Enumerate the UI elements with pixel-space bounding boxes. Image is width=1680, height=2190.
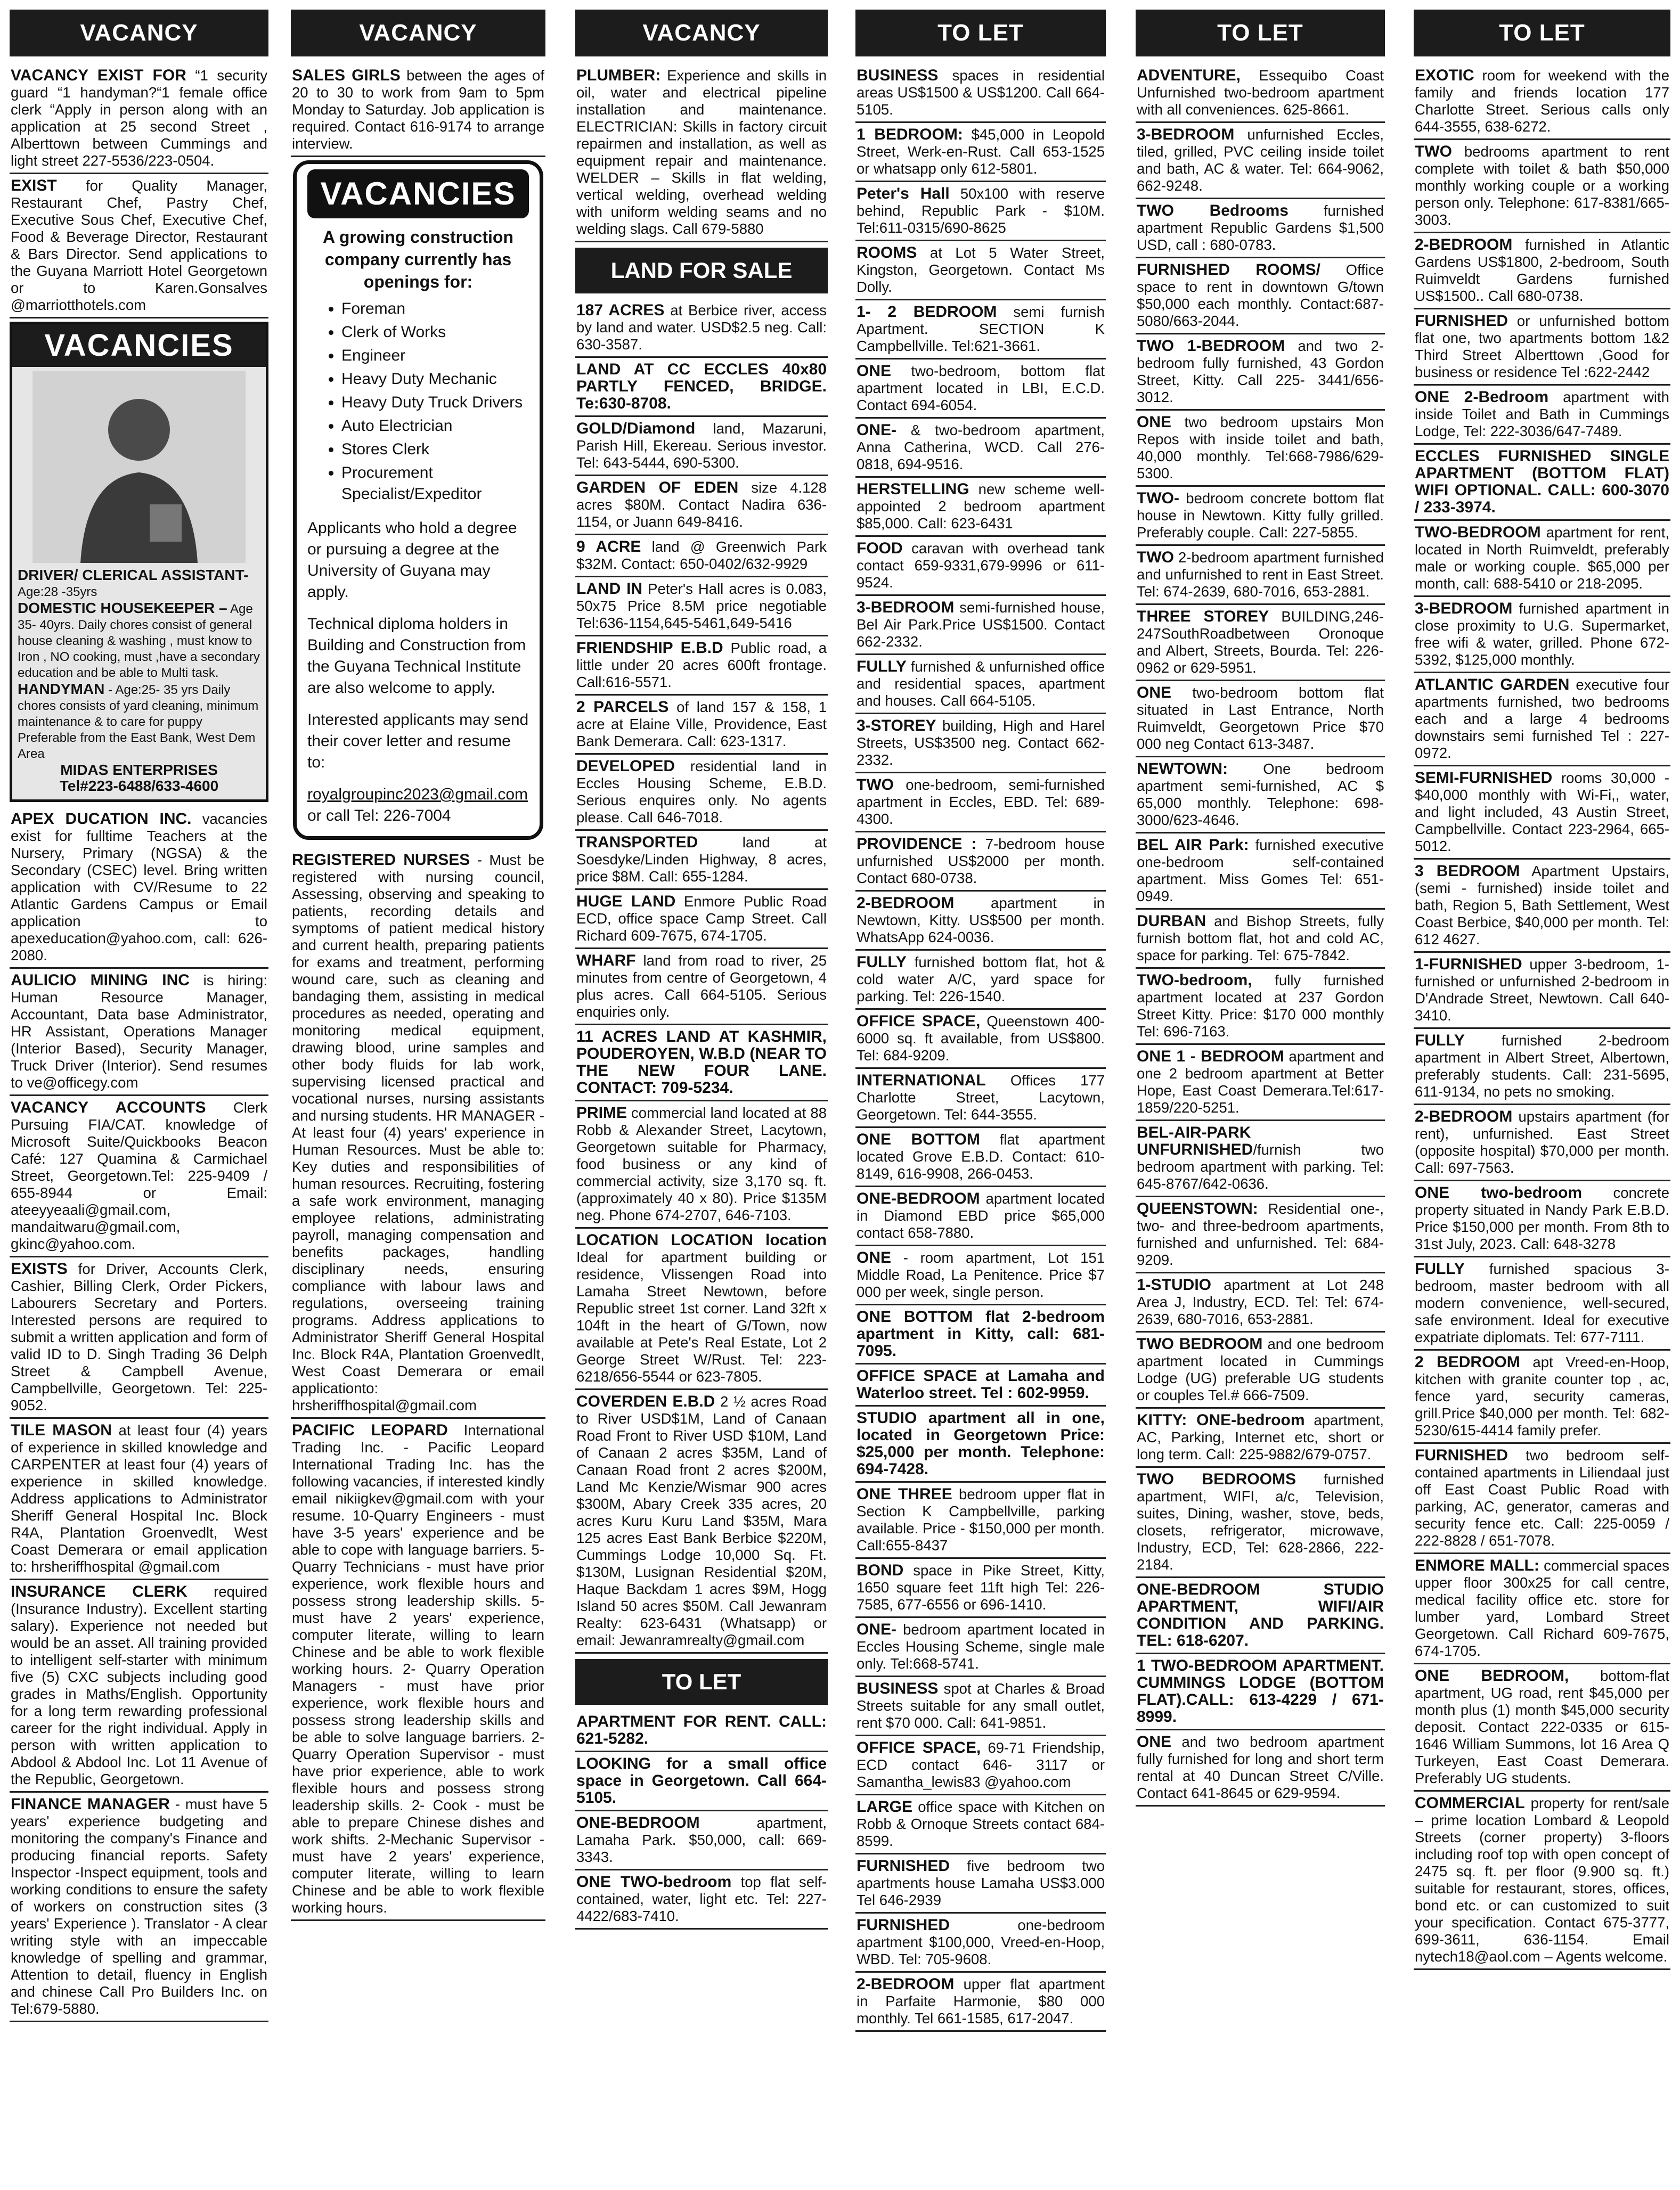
classified-ad: REGISTERED NURSES - Must be registered with nursing council, Assessing, observing and speaking to patients, recording details and symptoms of patient medical history and current health, preparing patients for exams and treatment, performing wound care, such as cleaning and bandaging them, assisting in medical procedures as needed, operating and monitoring medical equipment, drawing blood, urine samples and other body fluids for lab work, supervising licensed practical and vocational nurses, nursing assistants and nursing students. HR MANAGER - At least four (4) years' experience in Human Resources. Must be able to: Key duties and responsibilities of human resources. Recruiting, fostering a safe work environment, managing employee relations, administrating payroll, managing compensation and benefits packages, handling disciplinary needs, ensuring compliance with labour laws and regulations, overseeing training programs. Address applications to Administrator Sheriff General Hospital Inc. Block R4A, Plantation Groenvedlt, West Coast Demerara or email applicationto: hrsheriffhospital@gmail.com — [291, 848, 545, 1419]
classified-ad: ONE TWO-bedroom top flat self-contained, water, light etc. Tel: 227-4422/683-7410. — [575, 1870, 828, 1930]
classified-ad: ONE two bedroom upstairs Mon Repos with inside toilet and bath, 40,000 monthly. Tel:668-7986/629-5300. — [1136, 411, 1385, 487]
classified-ad: FINANCE MANAGER - must have 5 years' experience budgeting and monitoring the company's Finance and producing financial reports. Safety Inspector -Inspect equipment, tools and working conditions to ensure the safety of workers on construction sites (3 years' Experience ). Translator - A clear writing style with an impeccable knowledge of spelling and grammar, Attention to detail, fluency in English and chinese Call Pro Builders Inc. on Tel:679-5880. — [10, 1793, 268, 2022]
classified-ad: VACANCY ACCOUNTS Clerk Pursuing FIA/CAT. knowledge of Microsoft Suite/Quickbooks Beacon Café: 127 Quamina & Carmichael Street, Georgetown.Tel: 225-9409 / 655-8944 or Email: ateeyyeaali@gmail.com, mandaitwaru@gmail.com, gkinc@yahoo.com. — [10, 1096, 268, 1257]
classified-ad: 2-BEDROOM apartment in Newtown, Kitty. US$500 per month. WhatsApp 624-0036. — [855, 892, 1106, 951]
classified-ad: ONE-BEDROOM apartment located in Diamond EBD price $65,000 contact 658-7880. — [855, 1187, 1106, 1246]
classified-ad: 2-BEDROOM furnished in Atlantic Gardens US$1800, 2-bedroom, South Ruimveldt Gardens furnished US$1500.. Call 680-0738. — [1414, 233, 1670, 309]
classified-ad: 1- 2 BEDROOM semi furnish Apartment. SECTION K Campbellville. Tel:621-3661. — [855, 300, 1106, 359]
classified-ad: BEL AIR Park: furnished executive one-bedroom self-contained apartment. Miss Gomes Tel: 651-0949. — [1136, 833, 1385, 910]
classified-ad: LAND AT CC ECCLES 40x80 PARTLY FENCED, BRIDGE. Te:630-8708. — [575, 358, 828, 417]
classified-ad: FURNISHED ROOMS/ Office space to rent in downtown G/town $50,000 each monthly. Contact:687-5080/663-2044. — [1136, 258, 1385, 334]
classified-ad: EXISTS for Driver, Accounts Clerk, Cashier, Billing Clerk, Order Pickers, Labourers Secretary and Porters. Interested persons are required to submit a written application and form of valid ID to D. Singh Trading 36 Delph Street & Campbell Avenue, Campbellville, Georgetown. Tel: 225-9052. — [10, 1257, 268, 1419]
section-subheader: TO LET — [575, 1659, 828, 1705]
classified-ad: GOLD/Diamond land, Mazaruni, Parish Hill, Ekereau. Serious investor. Tel: 643-5444, 690-5300. — [575, 417, 828, 476]
classified-ad: ONE-BEDROOM STUDIO APARTMENT, WIFI/AIR CONDITION AND PARKING. TEL: 618-6207. — [1136, 1578, 1385, 1654]
section-header: TO LET — [1414, 10, 1670, 56]
classified-ad: 3 BEDROOM Apartment Upstairs, (semi - furnished) inside toilet and bath, Region 5, Bath Settlement, West Coast Berbice, $40,000 per month. Tel: 612 4627. — [1414, 860, 1670, 953]
classified-ad: PLUMBER: Experience and skills in oil, water and electrical pipeline installation and maintenance. ELECTRICIAN: Skills in factory circuit repairmen and installation, as well as equipment repair and maintenance. WELDER – Skills in flat welding, vertical welding, overhead welding with uniform welding seams and no welding slags. Call 679-5880 — [575, 64, 828, 242]
section-header: TO LET — [855, 10, 1106, 56]
person-photo-icon — [32, 371, 246, 563]
classified-ad: DEVELOPED residential land in Eccles Housing Scheme, E.B.D. Serious enquires only. No agents please. Call 646-7018. — [575, 755, 828, 831]
classified-ad: 2-BEDROOM upper flat apartment in Parfaite Harmonie, $80 000 monthly. Tel 661-1585, 617-2047. — [855, 1973, 1106, 2032]
classified-ad: HERSTELLING new scheme well-appointed 2 bedroom apartment $85,000. Call: 623-6431 — [855, 478, 1106, 537]
classified-ad: 3-STOREY building, High and Harel Streets, US$3500 neg. Contact 662-2332. — [855, 714, 1106, 773]
classified-ad: ENMORE MALL: commercial spaces upper floor 300x25 for call centre, medical facility office etc. store for lumber yard, Lombard Street Georgetown. Call Richard 609-7675, 674-1705. — [1414, 1554, 1670, 1664]
list-item: • Heavy Duty Mechanic — [341, 369, 529, 390]
list-item: • Stores Clerk — [341, 439, 529, 460]
classified-ad: ONE 2-Bedroom apartment with inside Toilet and Bath in Cummings Lodge, Tel: 222-3036/647-7489. — [1414, 386, 1670, 445]
classified-ad: ONE- bedroom apartment located in Eccles Housing Scheme, single male only. Tel:668-5741. — [855, 1618, 1106, 1677]
classified-ad: ROOMS at Lot 5 Water Street, Kingston, Georgetown. Contact Ms Dolly. — [855, 241, 1106, 300]
classified-ad: INTERNATIONAL Offices 177 Charlotte Street, Lacytown, Georgetown. Tel: 644-3555. — [855, 1069, 1106, 1128]
vacancies-box-ad: VACANCIES A growing construction company currently has openings for: • Foreman • Clerk of Works • Engineer • Heavy Duty Mechanic • Heavy Duty Truck Drivers • Auto Electrician • Stores Clerk • Procurement Specialist/Expeditor Applicants who hold a degree or pursuing a degree at the University of Guyana may apply. Technical diploma holders in Building and Construction from the Guyana Technical Institute are also welcome to apply. Interested applicants may send their cover letter and resume to: royalgroupinc2023@gmail.com or call Tel: 226-7004 — [293, 160, 543, 840]
classified-ad: 3-BEDROOM semi-furnished house, Bel Air Park.Price US$1500. Contact 662-2332. — [855, 596, 1106, 655]
classified-ad: ONE-BEDROOM apartment, Lamaha Park. $50,000, call: 669-3343. — [575, 1811, 828, 1870]
classified-ad: KITTY: ONE-bedroom apartment, AC, Parking, Internet etc, short or long term. Call: 225-9882/679-0757. — [1136, 1409, 1385, 1468]
classified-ad: FURNISHED two bedroom self-contained apartments in Liliendaal just off East Coast Public Road with parking, AC, generator, cameras and security fence etc. Call: 225-0059 / 222-8828 / 651-7078. — [1414, 1444, 1670, 1554]
classified-ad: DURBAN and Bishop Streets, fully furnish bottom flat, hot and cold AC, space for parking. Tel: 675-7842. — [1136, 910, 1385, 969]
classified-ad: FULLY furnished spacious 3-bedroom, master bedroom with all modern convenience, well-secured, safe environment. Ideal for executive expatriate diplomats. Tel: 677-7111. — [1414, 1257, 1670, 1351]
classified-ad: BUSINESS spot at Charles & Broad Streets suitable for any small outlet, rent $70 000. Call: 641-9851. — [855, 1677, 1106, 1736]
classified-ad: FOOD caravan with overhead tank contact 659-9331,679-9996 or 611-9524. — [855, 537, 1106, 596]
classified-ad: 187 ACRES at Berbice river, access by land and water. USD$2.5 neg. Call: 630-3587. — [575, 299, 828, 358]
classified-ad: 1-FURNISHED upper 3-bedroom, 1-furnished or unfurnished 2-bedroom in D'Andrade Street, Newtown. Call 640-3410. — [1414, 953, 1670, 1029]
classified-ad: GARDEN OF EDEN size 4.128 acres $80M. Contact Nadira 636-1154, or Juann 649-8416. — [575, 476, 828, 535]
classified-ad: AULICIO MINING INC is hiring: Human Resource Manager, Accountant, Data base Administrator, HR Assistant, Operations Manager (Interior Based), Security Manager, Truck Driver (Interior). Send resumes to ve@officegy.com — [10, 969, 268, 1096]
classified-ad: ONE BOTTOM flat 2-bedroom apartment in Kitty, call: 681-7095. — [855, 1305, 1106, 1364]
classified-ad: 1 TWO-BEDROOM APARTMENT. CUMMINGS LODGE (BOTTOM FLAT).CALL: 613-4229 / 671-8999. — [1136, 1654, 1385, 1730]
section-header: VACANCY — [10, 10, 268, 56]
column-vacancy-2 — [291, 10, 545, 2183]
classified-ad: SALES GIRLS between the ages of 20 to 30 to work from 9am to 5pm Monday to Saturday. Job application is required. Contact 616-9174 to arrange interview. — [291, 64, 545, 157]
classified-ad: EXIST for Quality Manager, Restaurant Chef, Pastry Chef, Executive Sous Chef, Executive Chef, Food & Beverage Director, Restaurant & Bars Director. Send applications to the Guyana Marriott Hotel Georgetown or to Karen.Gonsalves @marriotthotels.com — [10, 174, 268, 318]
classified-ad: 11 ACRES LAND AT KASHMIR, POUDEROYEN, W.B.D (NEAR TO THE NEW FOUR LANE. CONTACT: 709-5234. — [575, 1025, 828, 1101]
classified-ad: FRIENDSHIP E.B.D Public road, a little under 20 acres 600ft frontage. Call:616-5571. — [575, 636, 828, 696]
classified-ad: 3-BEDROOM unfurnished Eccles, tiled, grilled, PVC ceiling inside toilet and bath, AC & water. Tel: 664-9062, 662-9248. — [1136, 123, 1385, 199]
classified-ad: TWO BEDROOMS furnished apartment, WIFI, a/c, Television, suites, Dining, washer, stove, beds, closets, refrigerator, microwave, Industry, ECD, Tel: 628-2866, 222-2184. — [1136, 1468, 1385, 1578]
classified-ad: WHARF land from road to river, 25 minutes from centre of Georgetown, 4 plus acres. Call 664-5105. Serious enquiries only. — [575, 949, 828, 1025]
list-item: • Procurement Specialist/Expeditor — [341, 462, 529, 505]
classified-ad: TWO BEDROOM and one bedroom apartment located in Cummings Lodge (UG) preferable UG students or couples Tel.# 666-7509. — [1136, 1333, 1385, 1409]
classified-ad: FURNISHED or unfurnished bottom flat one, two apartments bottom 1&2 Third Street Alberttown ,Good for business or residence Tel :622-2442 — [1414, 309, 1670, 386]
classified-ad: COMMERCIAL property for rent/sale – prime location Lombard & Leopold Streets (corner property) 3-floors including roof top with open concept of 2475 sq. ft. per floor (9.900 sq. ft.) suitable for restaurant, stores, offices, bond etc. or can customized to suit your specification. Contact 675-3777, 699-3611, 636-1154. Email nytech18@aol.com – Agents welcome. — [1414, 1792, 1670, 1970]
classified-ad: TRANSPORTED land at Soesdyke/Linden Highway, 8 acres, price $8M. Call: 655-1284. — [575, 831, 828, 890]
classified-ad: ONE 1 - BEDROOM apartment and one 2 bedroom apartment at Better Hope, East Coast Demerara.Tel:617-1859/220-5251. — [1136, 1045, 1385, 1121]
classified-ad: TWO-BEDROOM apartment for rent, located in North Ruimveldt, preferably male or working couple. $65,000 per month, call: 688-5410 or 218-2095. — [1414, 521, 1670, 597]
classified-ad: ONE BEDROOM, bottom-flat apartment, UG road, rent $45,000 per month plus (1) month $45,000 security deposit. Contact 222-0335 or 615-1646 William Summons, lot 16 Area Q Turkeyen, East Coast Demerara. Preferably UG students. — [1414, 1664, 1670, 1792]
classified-ad: BEL-AIR-PARK UNFURNISHED/furnish two bedroom apartment with parking. Tel: 645-8767/642-0636. — [1136, 1121, 1385, 1197]
classified-ad: 1-STUDIO apartment at Lot 248 Area J, Industry, ECD. Tel: Tel: 674-2639, 680-7016, 653-2881. — [1136, 1273, 1385, 1333]
classified-ad: 2 BEDROOM apt Vreed-en-Hoop, kitchen with granite counter top , ac, fence yard, security cameras, grill.Price $40,000 per month. Tel: 682-5230/615-4414 family prefer. — [1414, 1351, 1670, 1444]
classified-ad: ONE two-bedroom, bottom flat apartment located in LBI, E.C.D. Contact 694-6054. — [855, 359, 1106, 419]
classified-ad: INSURANCE CLERK required (Insurance Industry). Excellent starting salary). Experience not needed but would be an asset. All training provided to intelligent self-starter with minimum five (5) CXC subjects including good grades in Maths/English. Opportunity for a long term rewarding professional career for the right individual. Apply in person with written application to Abdool & Abdool Inc. Lot 11 Avenue of the Republic, Georgetown. — [10, 1580, 268, 1793]
list-item: • Auto Electrician — [341, 415, 529, 437]
list-item: • Heavy Duty Truck Drivers — [341, 392, 529, 413]
classified-ad: TWO 1-BEDROOM and two 2-bedroom fully furnished, 43 Gordon Street, Kitty. Call 225- 3441/656-3012. — [1136, 334, 1385, 411]
classified-ad: OFFICE SPACE, 69-71 Friendship, ECD contact 646- 3117 or Samantha_lewis83 @yahoo.com — [855, 1736, 1106, 1795]
classified-ad: TWO Bedrooms furnished apartment Republic Gardens $1,500 USD, call : 680-0783. — [1136, 199, 1385, 258]
classified-ad: ONE THREE bedroom upper flat in Section K Campbellville, parking available. Price - $150,000 per month. Call:655-8437 — [855, 1483, 1106, 1559]
classified-ad: LAND IN Peter's Hall acres is 0.083, 50x75 Price 8.5M price negotiable Tel:636-1154,645-5461,649-5416 — [575, 577, 828, 636]
classified-ad: ATLANTIC GARDEN executive four apartments furnished, two bedrooms each and a large 4 bedrooms downstairs semi furnished Tel : 227-0972. — [1414, 673, 1670, 766]
classified-ad: LOOKING for a small office space in Georgetown. Call 664-5105. — [575, 1752, 828, 1811]
classified-ad: TWO-bedroom, fully furnished apartment located at 237 Gordon Street Kitty. Price: $170 000 monthly Tel: 696-7163. — [1136, 969, 1385, 1045]
classified-ad: Peter's Hall 50x100 with reserve behind, Republic Park - $10M. Tel:611-0315/690-8625 — [855, 182, 1106, 241]
classified-ad: PACIFIC LEOPARD International Trading Inc. - Pacific Leopard International Trading Inc. has the following vacancies, if interested kindly email nikiigkev@gmail.com with your resume. 10-Quarry Engineers - must have 3-5 years' experience and be able to cope with language barriers. 5-Quarry Technicians - must have prior experience, work flexible hours and possess strong leadership skills. 5-must have 2 years' experience, computer literate, willing to learn Chinese and be able to work flexible working hours. 2- Quarry Operation Managers - must have prior experience, work flexible hours and possess strong leadership skills and be able to solve language barriers. 2- Quarry Operation Supervisor - must have prior experience, able to work flexible hours and possess strong leadership skills. 2- Cook - must be able to prepare Chinese dishes and work shifts. 2-Mechanic Supervisor - must have 2 years' experience, computer literate, willing to learn Chinese and be able to work flexible working hours. — [291, 1419, 545, 1921]
classified-ad: TWO one-bedroom, semi-furnished apartment in Eccles, EBD. Tel: 689-4300. — [855, 773, 1106, 832]
classified-ad: QUEENSTOWN: Residential one-, two- and three-bedroom apartments, furnished and unfurnished. Tel: 684-9209. — [1136, 1197, 1385, 1273]
column-land-for-sale — [575, 10, 828, 2183]
list-item: • Foreman — [341, 298, 529, 320]
section-subheader: LAND FOR SALE — [575, 248, 828, 293]
classified-ad: 3-BEDROOM furnished apartment in close proximity to U.G. Supermarket, free wifi & water, grilled. Phone 672-5392, $125,000 monthly. — [1414, 597, 1670, 673]
list-item: • Clerk of Works — [341, 322, 529, 343]
column-to-let-3 — [1414, 10, 1670, 2183]
classified-ad: PRIME commercial land located at 88 Robb & Alexander Street, Lacytown, Georgetown suitable for Pharmacy, food business or any kind of commercial activity, size 3,170 sq. ft. (approximately 40 x 80). Price $135M neg. Phone 674-2707, 646-7103. — [575, 1101, 828, 1229]
classified-ad: FURNISHED five bedroom two apartments house Lamaha US$3.000 Tel 646-2939 — [855, 1854, 1106, 1914]
classified-ad: VACANCY EXIST FOR “1 security guard “1 handyman?“1 female office clerk “Apply in person along with an application at 25 second Street , Alberttown between Cummings and light street 227-5536/223-0504. — [10, 64, 268, 174]
classified-ad: TILE MASON at least four (4) years of experience in skilled knowledge and CARPENTER at least four (4) years of experience in skilled knowledge. Address applications to Administrator Sheriff General Hospital Inc. Block R4A, Plantation Groenvedlt, West Coast Demerara or email application to: hrsheriffhospital @gmail.com — [10, 1419, 268, 1580]
classified-ad: THREE STOREY BUILDING,246-247SouthRoadbetween Oronoque and Albert, Streets, Bourda. Tel: 226-0962 or 629-5951. — [1136, 605, 1385, 681]
classified-ad: ONE two-bedroom concrete property situated in Nandy Park E.B.D. Price $150,000 per month. From 8th to 31st July, 2023. Call: 648-3278 — [1414, 1181, 1670, 1257]
classified-ad: ONE- & two-bedroom apartment, Anna Catherina, WCD. Call 276-0818, 694-9516. — [855, 419, 1106, 478]
section-header: VACANCY — [291, 10, 545, 56]
classified-ad: EXOTIC room for weekend with the family and friends location 177 Charlotte Street. Serious calls only 644-3555, 638-6272. — [1414, 64, 1670, 140]
classified-ad: FULLY furnished 2-bedroom apartment in Albert Street, Albertown, preferably students. Call: 231-5695, 611-9134, no pets no smoking. — [1414, 1029, 1670, 1105]
classified-ad: 1 BEDROOM: $45,000 in Leopold Street, Werk-en-Rust. Call 653-1525 or whatsapp only 612-5801. — [855, 123, 1106, 182]
section-header: TO LET — [1136, 10, 1385, 56]
classified-ad: HUGE LAND Enmore Public Road ECD, office space Camp Street. Call Richard 609-7675, 674-1705. — [575, 890, 828, 949]
classified-ad: ADVENTURE, Essequibo Coast Unfurnished two-bedroom apartment with all conveniences. 625-8661. — [1136, 64, 1385, 123]
column-to-let-2 — [1136, 10, 1385, 2183]
list-item: • Engineer — [341, 345, 529, 366]
classified-ad: TWO- bedroom concrete bottom flat house in Newtown. Kitty fully grilled. Preferably couple. Call: 227-5855. — [1136, 487, 1385, 546]
classified-ad: LARGE office space with Kitchen on Robb & Ornoque Streets contact 684-8599. — [855, 1795, 1106, 1854]
column-vacancy-1 — [10, 10, 268, 2183]
classified-ad: COVERDEN E.B.D 2 ½ acres Road to River USD$1M, Land of Canaan Road Front to River USD $10M, Land of Canaan 2 acres $35M, Land of Canaan Road front 2 acres $200M, Land Mc Kenzie/Wismar 900 acres $300M, Abary Creek 335 acres, 20 acres Kuru Kuru Land $35M, Mara 125 acres East Bank Berbice $220M, Cummings Lodge 10,000 Sq. Ft. $130M, Lusignan Residential $20M, Haque Backdam 1 acres $9M, Hogg Island 50 acres $50M. Call Jewanram Realty: 623-6431 (Whatsapp) or email: Jewanramrealty@gmail.com — [575, 1390, 828, 1654]
email-link[interactable]: royalgroupinc2023@gmail.com — [307, 786, 528, 803]
classified-ad: BUSINESS spaces in residential areas US$1500 & US$1200. Call 664-5105. — [855, 64, 1106, 123]
classified-ad: ONE BOTTOM flat apartment located Grove E.B.D. Contact: 610-8149, 616-9908, 266-0453. — [855, 1128, 1106, 1187]
classified-ad: OFFICE SPACE at Lamaha and Waterloo street. Tel : 602-9959. — [855, 1364, 1106, 1407]
classified-ad: TWO bedrooms apartment to rent complete with toilet & bath $50,000 monthly working couple or a working person only. Telephone: 617-8381/665-3003. — [1414, 140, 1670, 233]
classified-ad: SEMI-FURNISHED rooms 30,000 - $40,000 monthly with Wi-Fi,, water, and light included, 43 Austin Street, Campbellville. Contact 223-2964, 665-5012. — [1414, 766, 1670, 860]
vacancies-display-ad: VACANCIES DRIVER/ CLERICAL ASSISTANT- Age:28 -35yrs DOMESTIC HOUSEKEEPER – Age 35- 40yrs. Daily chores consist of general house cleaning & washing , must know to Iron , NO cooking, must ,have a secondary education and be able to Multi task. HANDYMAN - Age:25- 35 yrs Daily chores consists of yard cleaning, minimum maintenance & to care for puppy Preferable from the East Bank, West Dem Area MIDAS ENTERPRISES Tel#223-6488/633-4600 — [10, 322, 268, 802]
classified-ad: ONE - room apartment, Lot 151 Middle Road, La Penitence. Price $7 000 per week, single person. — [855, 1246, 1106, 1305]
classified-ad: LOCATION LOCATION location Ideal for apartment building or residence, Vlissengen Road into Lamaha Street Newtown, before Republic street 1st corner. Land 32ft x 104ft in the heart of G/Town, now available at Pete's Real Estate, Lot 2 George Street W/Rust. Tel: 223-6218/656-5544 or 623-7805. — [575, 1229, 828, 1390]
classified-ad: OFFICE SPACE, Queenstown 400-6000 sq. ft available, from US$800. Tel: 684-9209. — [855, 1010, 1106, 1069]
classified-ad: TWO 2-bedroom apartment furnished and unfurnished to rent in East Street. Tel: 674-2639, 680-7016, 653-2881. — [1136, 546, 1385, 605]
section-header: VACANCY — [575, 10, 828, 56]
classified-ad: 9 ACRE land @ Greenwich Park $32M. Contact: 650-0402/632-9929 — [575, 535, 828, 577]
display-ad-title: VACANCIES — [12, 324, 266, 367]
classified-ad: FULLY furnished bottom flat, hot & cold water A/C, yard space for parking. Tel: 226-1540. — [855, 951, 1106, 1010]
classified-ad: ONE two-bedroom bottom flat situated in Last Entrance, North Ruimveldt, Georgetown Price $70 000 neg Contact 613-3487. — [1136, 681, 1385, 757]
classified-ad: APARTMENT FOR RENT. CALL: 621-5282. — [575, 1710, 828, 1752]
classified-ad: APEX DUCATION INC. vacancies exist for fulltime Teachers at the Nursery, Primary (NGSA) & the Secondary (CSEC) level. Bring written application with CV/Resume to 22 Atlantic Gardens Campus or Email application to apexeducation@yahoo.com, call: 626-2080. — [10, 807, 268, 969]
classified-ad: NEWTOWN: One bedroom apartment semi-furnished, AC $ 65,000 monthly. Telephone: 698-3000/623-4646. — [1136, 757, 1385, 833]
classified-ad: STUDIO apartment all in one, located in Georgetown Price: $25,000 per month. Telephone: 694-7428. — [855, 1407, 1106, 1483]
classified-ad: FURNISHED one-bedroom apartment $100,000, Vreed-en-Hoop, WBD. Tel: 705-9608. — [855, 1914, 1106, 1973]
classified-ad: FULLY furnished & unfurnished office and residential spaces, apartment and houses. Call 664-5105. — [855, 655, 1106, 714]
classified-ad: 2-BEDROOM upstairs apartment (for rent), unfurnished. East Street (opposite hospital) $70,000 per month. Call: 697-7563. — [1414, 1105, 1670, 1181]
box-title: VACANCIES — [307, 169, 529, 218]
classified-ad: 2 PARCELS of land 157 & 158, 1 acre at Elaine Ville, Providence, East Bank Demerara. Call: 623-1317. — [575, 696, 828, 755]
classified-ad: ECCLES FURNISHED SINGLE APARTMENT (BOTTOM FLAT) WIFI OPTIONAL. CALL: 600-3070 / 233-3974. — [1414, 445, 1670, 521]
classified-ad: ONE and two bedroom apartment fully furnished for long and short term rental at 40 Duncan Street C/Ville. Contact 641-8645 or 629-9594. — [1136, 1730, 1385, 1807]
classified-ad: PROVIDENCE : 7-bedroom house unfurnished US$2000 per month. Contact 680-0738. — [855, 832, 1106, 892]
column-to-let-1 — [855, 10, 1106, 2183]
openings-list — [307, 298, 529, 505]
classified-ad: BOND space in Pike Street, Kitty, 1650 square feet 11ft high Tel: 226-7585, 677-6556 or 696-1410. — [855, 1559, 1106, 1618]
